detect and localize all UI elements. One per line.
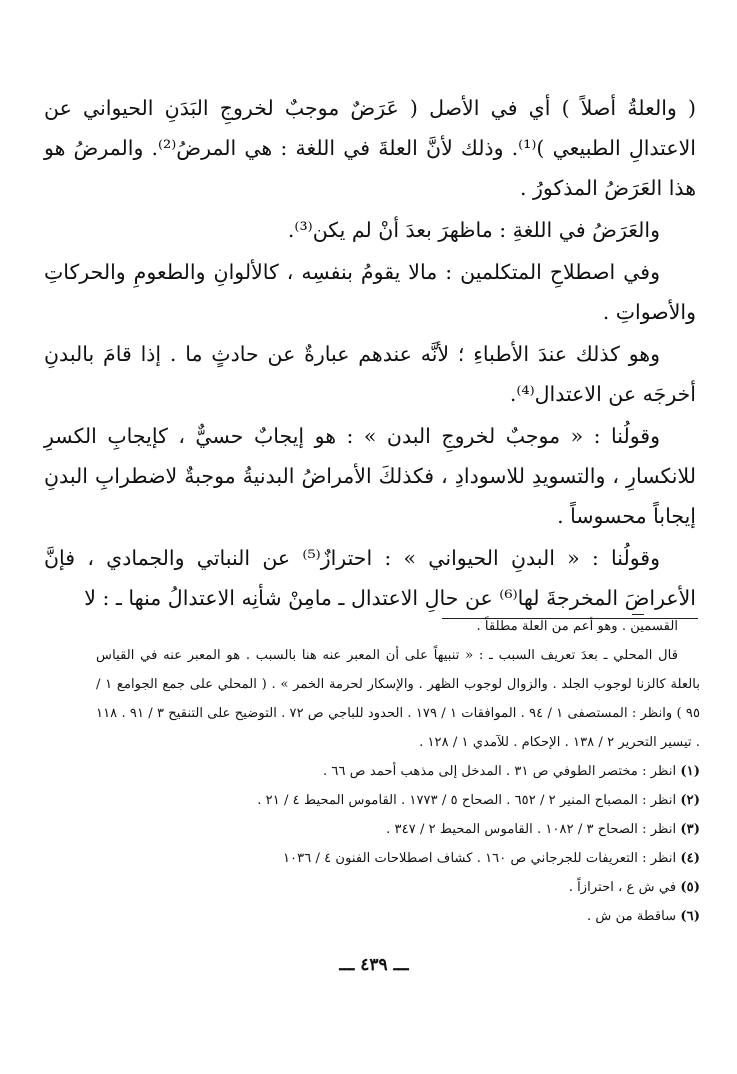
footnote-item: [96, 815, 700, 844]
footnote-number: (١): [680, 764, 700, 779]
main-text: [44, 88, 696, 618]
footnote-number: (٥): [680, 880, 700, 895]
paragraph: والعَرَضُ في اللغةِ : ماظهرَ بعدَ أنْ لم يكن⁽³⁾.: [287, 218, 660, 242]
paragraph: وهو كذلك عندَ الأطباءِ ؛ لأنَّه عندهم عبارةٌ عن حادثٍ ما . إذا قامَ بالبدنِ أخرجَه عن الاعتدال⁽⁴⁾.: [44, 342, 696, 406]
footnotes: [96, 612, 700, 931]
footnote-number: (٤): [680, 851, 700, 866]
footnote-item: [96, 844, 700, 873]
footnote-item: [96, 757, 700, 786]
footnote-item: [96, 786, 700, 815]
footnote-text: انظر : التعريفات للجرجاني ص ١٦٠ . كشاف اصطلاحات الفنون ٤ / ١٠٣٦: [282, 851, 677, 866]
footnote-text: انظر : المصباح المنير ٢ / ٦٥٢ . الصحاح ٥ / ١٧٧٣ . القاموس المحيط ٤ / ٢١ .: [257, 793, 677, 808]
footnote-number: (٣): [680, 822, 700, 837]
footnote-text: في ش ع ، احترازاً .: [568, 880, 677, 895]
footnote-item: [96, 902, 700, 931]
paragraph: وفي اصطلاحِ المتكلمين : مالا يقومُ بنفسِه ، كالألوانِ والطعومِ والحركاتِ والأصواتِ .: [44, 260, 696, 324]
page-number: ـــ ٤٣٩ ـــ: [339, 955, 409, 975]
footnote-continuation: القسمين . وهو أعم من العلة مطلقاً .: [476, 619, 678, 634]
paragraph: ( والعلةُ أصلاً ) أي في الأصل ( عَرَضٌ موجبٌ لخروجِ البَدَنِ الحيواني عن الاعتدالِ الطبيعي )⁽¹⁾. وذلك لأنَّ العلةَ في اللغة : هي المرضُ⁽²⁾. والمرضُ هو هذا العَرَضُ المذكورُ .: [44, 96, 696, 200]
footnote-number: (٢): [680, 793, 700, 808]
footnote-item: [96, 873, 700, 902]
paragraph: وقولُنا : « البدنِ الحيواني » : احترازٌ⁽⁵⁾ عن النباتي والجمادي ، فإنَّ الأعراضَ المخرجةَ لها⁽⁶⁾ عن حالِ الاعتدال ـ مامِنْ شأنِه الاعتدالُ منها ـ : لا: [44, 546, 696, 610]
paragraph: وقولُنا : « موجبٌ لخروجِ البدن » : هو إيجابٌ حسيٌّ ، كإيجابِ الكسرِ للانكسارِ ، والتسويدِ للاسودادِ ، فكذلكَ الأمراضُ البدنيةُ موجبةٌ لاضطرابِ البدنِ إيجاباً محسوساً .: [44, 424, 696, 528]
footnote-paragraph: قال المحلي ـ بعدَ تعريف السبب ـ : « تنبيهاً على أن المعبر عنه هنا بالسبب . هو المعبر عنه في القياس بالعلة كالزنا لوجوب الجلد . والزوال لوجوب الظهر . والإسكار لحرمة الخمر » . ( المحلي على جمع الجوامع ١ / ٩٥ ) وانظر : المستصفى ١ / ٩٤ . الموافقات ١ / ١٧٩ . الحدود للباجي ص ٧٢ . التوضيح على التنقيح ٣ / ٩١ . ١١٨ . تيسير التحرير ٢ / ١٣٨ . الإحكام . للآمدي ١ / ١٢٨ .: [96, 648, 701, 750]
footnote-number: (٦): [680, 909, 700, 924]
footnote-text: انظر : الصحاح ٣ / ١٠٨٢ . القاموس المحيط ٢ / ٣٤٧ .: [386, 822, 677, 837]
footnote-text: ساقطة من ش .: [586, 909, 677, 924]
footnote-text: انظر : مختصر الطوفي ص ٣١ . المدخل إلى مذهب أحمد ص ٦٦ .: [323, 764, 677, 779]
